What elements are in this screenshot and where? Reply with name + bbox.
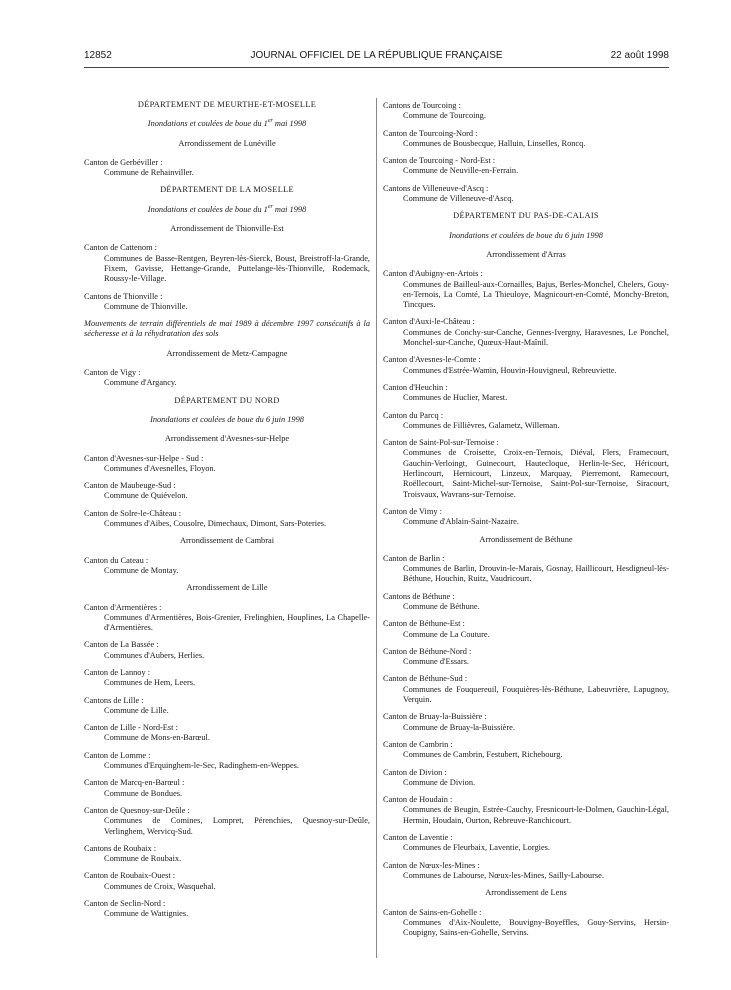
canton-name: Canton de Maubeuge-Sud :: [84, 481, 176, 491]
event-heading: Inondations et coulées de boue du 6 juin 1998: [449, 230, 603, 240]
canton-entry: [84, 556, 370, 577]
communes-list: Communes de Bailleul-aux-Cornailles, Bajus, Berles-Monchel, Chelers, Gouy-en-Ternois, La Comté, La Thieuloye, Magnicourt-en-Comté, Monchy-Breton, Tincques.: [403, 279, 669, 310]
communes-list: Commune de Wattignies.: [104, 909, 189, 919]
canton-name: Canton d'Avesnes-sur-Helpe - Sud :: [84, 453, 204, 463]
communes-list: Commune de Mons-en-Barœul.: [104, 733, 210, 743]
canton-name: Canton de Seclin-Nord :: [84, 899, 166, 909]
canton-name: Canton de Sains-en-Gohelle :: [383, 907, 482, 917]
canton-entry: [84, 292, 370, 313]
canton-entry: [383, 861, 669, 882]
canton-name: Cantons de Lille :: [84, 695, 144, 705]
canton-entry: [84, 696, 370, 717]
canton-name: Canton de Tourcoing - Nord-Est :: [383, 156, 496, 166]
canton-name: Canton de Solre-le-Château :: [84, 508, 182, 518]
canton-entry: [383, 795, 669, 826]
communes-list: Commune de Bondues.: [104, 788, 183, 798]
canton-name: Canton d'Avesnes-le-Comte :: [383, 355, 481, 365]
canton-name: Canton d'Heuchin :: [383, 382, 448, 392]
canton-entry: [383, 129, 669, 150]
journal-title: JOURNAL OFFICIEL DE LA RÉPUBLIQUE FRANÇAISE: [250, 50, 503, 61]
communes-list: Communes de Barlin, Drouvin-le-Marais, Gosnay, Haillicourt, Hesdigneul-lès-Béthune, Houchin, Ruitz, Vaudricourt.: [403, 564, 669, 584]
canton-name: Canton de Lannoy :: [84, 667, 151, 677]
communes-list: Communes d'Armentières, Bois-Grenier, Frelinghien, Houplines, La Chapelle-d'Armentières.: [104, 612, 370, 633]
canton-entry: [383, 740, 669, 761]
communes-list: Commune de La Couture.: [403, 629, 490, 639]
communes-list: Communes d'Avesnelles, Floyon.: [104, 463, 216, 473]
communes-list: Communes de Fleurbaix, Laventie, Lorgies.: [403, 843, 550, 853]
canton-name: Canton de Saint-Pol-sur-Ternoise :: [383, 438, 499, 448]
canton-entry: [383, 383, 669, 404]
communes-list: Communes de Conchy-sur-Canche, Gennes-Ivergny, Haravesnes, Le Ponchel, Monchel-sur-Canche, Quœux-Haut-Maînil.: [403, 327, 669, 348]
communes-list: Communes de Croix, Wasquehal.: [104, 881, 216, 891]
canton-name: Canton de Vimy :: [383, 506, 442, 516]
communes-list: Communes de Croisette, Croix-en-Ternois, Diéval, Flers, Framecourt, Gauchin-Verloingt, Guinecourt, Hautecloque, Herlin-le-Sec, Héricourt, Herlincourt, Hernicourt, Linzeux, Marquay, Pierremont, Ramecourt, Roëllecourt, Saint-Michel-sur-Ternoise, Saint-Pol-sur-Ternoise, Siracourt, Troisvaux, Wavrans-sur-Ternoise.: [403, 448, 669, 499]
canton-entry: [383, 768, 669, 789]
canton-entry: [84, 509, 370, 530]
communes-list: Commune de Thionville.: [104, 301, 188, 311]
communes-list: Communes de Huclier, Marest.: [403, 393, 508, 403]
communes-list: Commune de Divion.: [403, 777, 476, 787]
canton-name: Canton de Quesnoy-sur-Deûle :: [84, 805, 190, 815]
arrondissement-heading: Arrondissement de Lunéville: [178, 138, 276, 148]
communes-list: Commune de Lille.: [104, 705, 169, 715]
canton-name: Canton de Béthune-Nord :: [383, 646, 472, 656]
canton-entry: [383, 619, 669, 640]
canton-entry: [383, 712, 669, 733]
communes-list: Commune d'Argancy.: [104, 378, 177, 388]
publication-date: 22 août 1998: [610, 50, 669, 61]
canton-name: Cantons de Tourcoing :: [383, 101, 461, 110]
header-rule: [84, 67, 669, 68]
department-heading: DÉPARTEMENT DE LA MOSELLE: [160, 185, 294, 195]
canton-name: Canton de Divion :: [383, 767, 447, 777]
event-heading: Inondations et coulées de boue du 1er mai 1998: [147, 118, 307, 129]
arrondissement-heading: Arrondissement de Béthune: [479, 534, 573, 544]
canton-name: Canton d'Armentières :: [84, 602, 162, 612]
communes-list: Communes de Comines, Lompret, Pérenchies, Quesnoy-sur-Deûle, Verlinghem, Wervicq-Sud.: [104, 816, 370, 836]
event-heading: Inondations et coulées de boue du 1er mai 1998: [147, 204, 307, 214]
canton-name: Canton de Cattenom :: [84, 243, 157, 253]
communes-list: Commune d'Essars.: [403, 657, 469, 667]
communes-list: Commune de Quiévelon.: [104, 491, 188, 501]
communes-list: Commune d'Ablain-Saint-Nazaire.: [403, 517, 519, 527]
canton-entry: [383, 833, 669, 854]
communes-list: Commune de Rehainviller.: [104, 168, 194, 178]
canton-name: Canton d'Aubigny-en-Artois :: [383, 269, 483, 279]
canton-name: Canton de Béthune-Sud :: [383, 674, 468, 684]
canton-entry: [84, 806, 370, 837]
canton-name: Canton de Tourcoing-Nord :: [383, 128, 478, 138]
canton-name: Canton de Béthune-Est :: [383, 619, 465, 629]
canton-entry: [383, 507, 669, 528]
canton-name: Canton de La Bassée :: [84, 640, 159, 650]
canton-entry: [383, 592, 669, 613]
communes-list: Communes de Labourse, Nœux-les-Mines, Sailly-Labourse.: [403, 870, 604, 880]
right-column: [383, 101, 669, 945]
communes-list: Communes d'Estrée-Wamin, Houvin-Houvigneul, Rebreuviette.: [403, 365, 617, 375]
canton-name: Canton de Barlin :: [383, 553, 445, 563]
department-heading: DÉPARTEMENT DU NORD: [174, 395, 280, 405]
canton-entry: [383, 554, 669, 585]
communes-list: Communes de Fouquereuil, Fouquières-lès-Béthune, Labeuvrière, Lapugnoy, Verquin.: [403, 684, 669, 705]
canton-name: Canton de Marcq-en-Barœul :: [84, 778, 185, 788]
canton-entry: [84, 454, 370, 475]
canton-name: Canton de Cambrin :: [383, 739, 453, 749]
canton-entry: [84, 640, 370, 661]
canton-name: Canton de Lomme :: [84, 750, 151, 760]
arrondissement-heading: Arrondissement de Cambrai: [179, 536, 275, 546]
communes-list: Communes de Bousbecque, Halluin, Linselles, Roncq.: [403, 138, 586, 148]
canton-name: Cantons de Villeneuve-d'Ascq :: [383, 183, 489, 193]
canton-entry: [383, 674, 669, 705]
canton-name: Canton du Parcq :: [383, 410, 444, 420]
canton-entry: [84, 368, 370, 389]
page-number: 12852: [84, 50, 112, 61]
canton-entry: [383, 184, 669, 205]
canton-name: Cantons de Roubaix :: [84, 843, 157, 853]
canton-entry: [84, 751, 370, 772]
canton-name: Canton de Houdain :: [383, 795, 453, 805]
communes-list: Communes de Cambrin, Festubert, Richebourg.: [403, 750, 563, 760]
canton-name: Canton de Roubaix-Ouest :: [84, 871, 176, 881]
canton-name: Canton de Nœux-les-Mines :: [383, 860, 480, 870]
communes-list: Communes de Basse-Rentgen, Beyren-lès-Sierck, Boust, Breistroff-la-Grande, Fixem, Gavisse, Hettange-Grande, Puttelange-lès-Thionville, Rodemack, Roussy-le-Village.: [104, 253, 370, 284]
communes-list: Commune de Neuville-en-Ferrain.: [403, 166, 519, 176]
canton-entry: [383, 355, 669, 376]
canton-name: Cantons de Thionville :: [84, 291, 163, 301]
page-header: [84, 50, 669, 64]
canton-name: Canton de Bruay-la-Buissière :: [383, 712, 487, 722]
arrondissement-heading: Arrondissement de Metz-Campagne: [166, 348, 288, 358]
canton-entry: [383, 317, 669, 348]
canton-name: Canton d'Auxi-le-Château :: [383, 317, 475, 327]
canton-name: Canton du Cateau :: [84, 555, 149, 565]
canton-entry: [383, 908, 669, 939]
canton-entry: [383, 269, 669, 310]
communes-list: Communes de Hem, Leers.: [104, 678, 196, 688]
canton-entry: [383, 101, 669, 122]
arrondissement-heading: Arrondissement d'Avesnes-sur-Helpe: [164, 434, 290, 444]
communes-list: Communes d'Erquinghem-le-Sec, Radinghem-en-Weppes.: [104, 761, 300, 771]
communes-list: Communes d'Aubers, Herlies.: [104, 650, 205, 660]
canton-entry: [383, 438, 669, 500]
left-column: [84, 100, 370, 927]
event-heading: Mouvements de terrain différentiels de mai 1989 à décembre 1997 consécutifs à la sécheresse et à la réhydratation des sols: [84, 319, 370, 339]
arrondissement-heading: Arrondissement de Lille: [186, 583, 268, 593]
canton-entry: [383, 156, 669, 177]
communes-list: Communes d'Aix-Noulette, Bouvigny-Boyeffles, Gouy-Servins, Hersin-Coupigny, Sains-en-Gohelle, Servins.: [403, 917, 669, 938]
communes-list: Commune de Montay.: [104, 565, 179, 575]
canton-name: Canton de Lille - Nord-Est :: [84, 723, 178, 733]
communes-list: Communes de Beugin, Estrée-Cauchy, Fresnicourt-le-Dolmen, Gauchin-Légal, Hermin, Houdain, Ourton, Rebreuve-Ranchicourt.: [403, 805, 669, 825]
canton-entry: [84, 899, 370, 920]
communes-list: Commune de Béthune.: [403, 601, 480, 611]
communes-list: Communes de Fillièvres, Galametz, Willeman.: [403, 420, 560, 430]
canton-entry: [84, 243, 370, 284]
canton-name: Canton de Vigy :: [84, 368, 141, 378]
event-heading: Inondations et coulées de boue du 6 juin 1998: [150, 414, 304, 424]
communes-list: Commune de Bruay-la-Buissière.: [403, 722, 515, 732]
canton-entry: [383, 411, 669, 432]
communes-list: Commune de Roubaix.: [104, 854, 182, 864]
arrondissement-heading: Arrondissement d'Arras: [486, 249, 566, 259]
column-divider: [376, 98, 377, 958]
canton-entry: [84, 844, 370, 865]
canton-entry: [84, 668, 370, 689]
communes-list: Commune de Villeneuve-d'Ascq.: [403, 194, 514, 204]
canton-entry: [84, 603, 370, 634]
arrondissement-heading: Arrondissement de Thionville-Est: [170, 224, 284, 234]
canton-name: Cantons de Béthune :: [383, 591, 455, 601]
canton-entry: [383, 647, 669, 668]
canton-entry: [84, 481, 370, 502]
arrondissement-heading: Arrondissement de Lens: [485, 888, 567, 898]
canton-entry: [84, 778, 370, 799]
canton-name: Canton de Laventie :: [383, 833, 453, 843]
department-heading: DÉPARTEMENT DU PAS-DE-CALAIS: [453, 211, 599, 221]
canton-name: Canton de Gerbéviller :: [84, 157, 163, 167]
canton-entry: [84, 871, 370, 892]
canton-entry: [84, 723, 370, 744]
department-heading: DÉPARTEMENT DE MEURTHE-ET-MOSELLE: [137, 100, 317, 109]
communes-list: Commune de Tourcoing.: [403, 111, 486, 121]
communes-list: Communes d'Aibes, Cousolre, Dimechaux, Dimont, Sars-Poteries.: [104, 519, 327, 529]
canton-entry: [84, 158, 370, 179]
